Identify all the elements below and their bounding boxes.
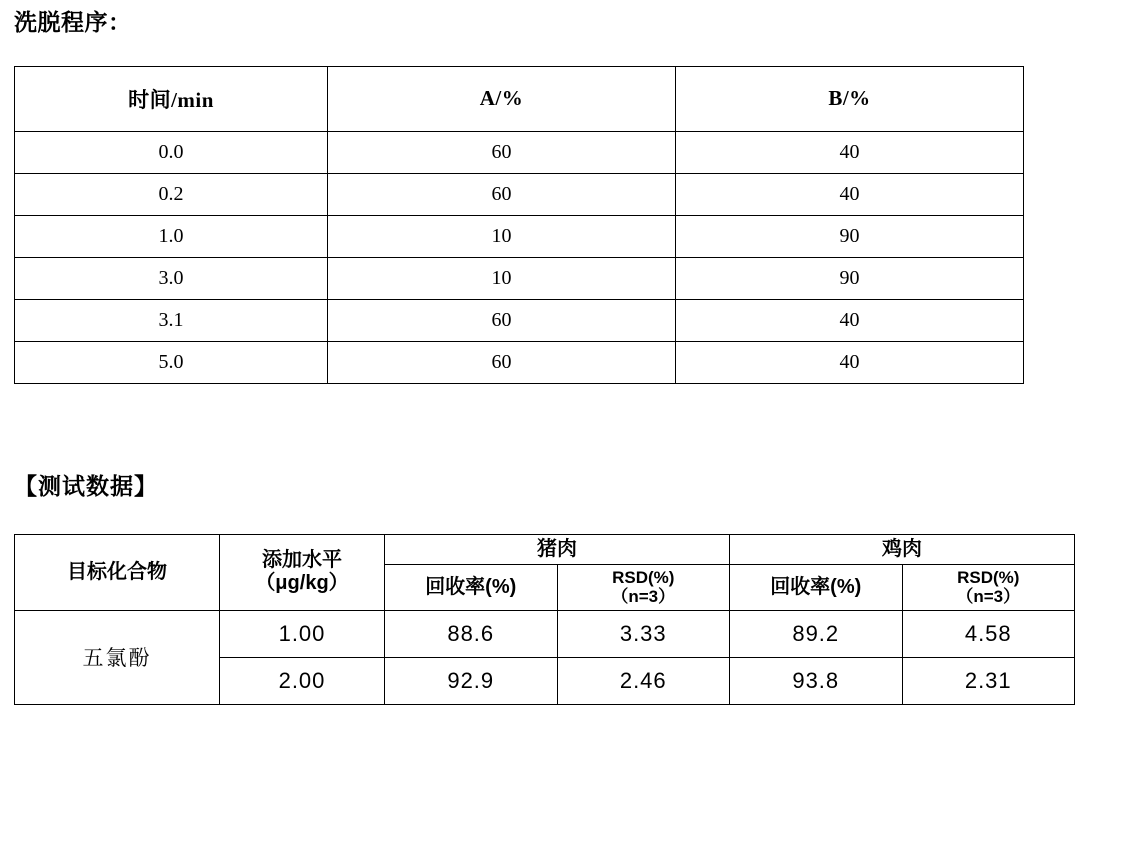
column-header-compound: 目标化合物 (15, 534, 220, 610)
cell-pork-recovery: 88.6 (385, 610, 558, 657)
cell-spike-level: 1.00 (220, 610, 385, 657)
cell-a: 60 (328, 131, 676, 173)
table-row (15, 131, 1024, 173)
table-row (15, 173, 1024, 215)
cell-pork-recovery: 92.9 (385, 657, 558, 704)
column-header-chicken-rsd (902, 564, 1075, 610)
table-header-row (15, 66, 1024, 131)
cell-chicken-recovery: 89.2 (730, 610, 903, 657)
table-row (15, 215, 1024, 257)
column-header-pork-rsd (557, 564, 730, 610)
recovery-results-table (14, 534, 1075, 705)
chicken-rsd-line1: RSD(%) (957, 567, 1020, 587)
cell-chicken-rsd: 2.31 (902, 657, 1075, 704)
cell-b: 40 (676, 299, 1024, 341)
section-title-elution-program: 洗脱程序： (14, 10, 132, 35)
gradient-table-wrapper (14, 66, 1120, 384)
cell-compound-name: 五氯酚 (15, 610, 220, 704)
gradient-table-head (15, 66, 1024, 131)
cell-time: 0.2 (15, 173, 328, 215)
cell-b: 40 (676, 173, 1024, 215)
cell-b: 40 (676, 341, 1024, 383)
document-page (0, 8, 1134, 848)
cell-chicken-rsd: 4.58 (902, 610, 1075, 657)
spike-level-line2: （μg/kg） (255, 572, 349, 595)
column-header-time: 时间/min (15, 66, 328, 131)
cell-a: 10 (328, 215, 676, 257)
recovery-table-wrapper (14, 534, 1120, 705)
table-row (15, 257, 1024, 299)
group-header-chicken: 鸡肉 (730, 534, 1075, 564)
section-title-test-data: 【测试数据】 (14, 473, 158, 499)
recovery-table-head (15, 534, 1075, 610)
table-row (15, 299, 1024, 341)
pork-rsd-line2: （n=3） (611, 587, 676, 607)
cell-b: 90 (676, 215, 1024, 257)
cell-a: 60 (328, 341, 676, 383)
gradient-program-table (14, 66, 1024, 384)
cell-b: 40 (676, 131, 1024, 173)
spike-level-line1: 添加水平 (262, 549, 342, 572)
cell-time: 3.0 (15, 257, 328, 299)
cell-b: 90 (676, 257, 1024, 299)
cell-time: 1.0 (15, 215, 328, 257)
chicken-rsd-line2: （n=3） (956, 587, 1021, 607)
group-header-pork: 猪肉 (385, 534, 730, 564)
section-spacer (14, 384, 1120, 472)
cell-chicken-recovery: 93.8 (730, 657, 903, 704)
cell-a: 60 (328, 299, 676, 341)
column-header-spike-level (220, 534, 385, 610)
table-row (15, 610, 1075, 657)
cell-time: 0.0 (15, 131, 328, 173)
recovery-table-body (15, 610, 1075, 704)
cell-time: 5.0 (15, 341, 328, 383)
cell-a: 10 (328, 257, 676, 299)
column-header-b-percent: B/% (676, 66, 1024, 131)
gradient-table-body (15, 131, 1024, 383)
cell-pork-rsd: 3.33 (557, 610, 730, 657)
column-header-a-percent: A/% (328, 66, 676, 131)
cell-spike-level: 2.00 (220, 657, 385, 704)
column-header-chicken-recovery: 回收率(%) (730, 564, 903, 610)
pork-rsd-line1: RSD(%) (612, 567, 675, 587)
cell-a: 60 (328, 173, 676, 215)
table-header-row-top (15, 534, 1075, 564)
column-header-pork-recovery: 回收率(%) (385, 564, 558, 610)
cell-time: 3.1 (15, 299, 328, 341)
table-row (15, 341, 1024, 383)
cell-pork-rsd: 2.46 (557, 657, 730, 704)
